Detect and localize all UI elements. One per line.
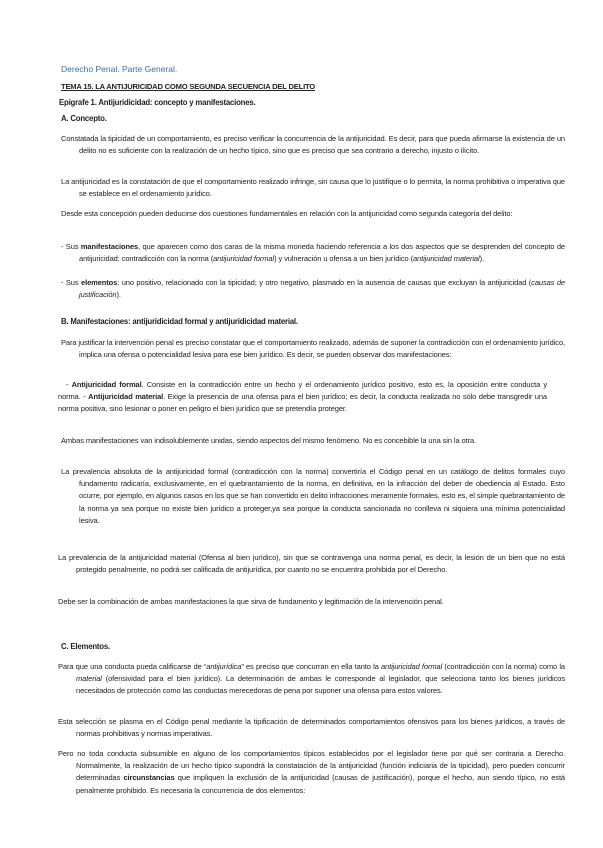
term-antijuricidad-formal-bold: Antijuricidad formal (71, 380, 142, 389)
paragraph-concepto-1: Constatada la tipicidad de un comportamiento, es preciso verificar la concurrencia de la antijuricidad. Es decir, para que pueda afirmarse la existencia de un delito no es suficiente con la realización de un hecho típico, sino que es preciso que sea contrario a derecho, injusto o ilícito. (61, 134, 565, 156)
term-antijuricidad-formal-italic: antijuricidad formal (380, 662, 443, 671)
list-text: ) y vulneración u ofensa a un bien jurídico ( (274, 254, 413, 264)
paragraph-elementos-1 (58, 661, 565, 698)
term-antijuricidad-material: antijuricidad material (412, 254, 480, 264)
paragraph-text: Para que una conducta pueda calificarse de “ (58, 662, 207, 671)
list-prefix: - Sus (61, 242, 81, 251)
paragraph-concepto-3: Desde esta concepción pueden deducirse dos cuestiones fundamentales en relación con la antijuricidad como segunda categoría del delito: (61, 209, 513, 218)
paragraph-manif-1: Para justificar la intervención penal es preciso constatar que el comportamiento realizado, además de suponer la contradicción con el ordenamiento jurídico, implica una ofensa o potencialidad lesiva para ese bien jurídico. Es decir, se pueden observar dos manifestaciones: (61, 338, 565, 360)
section-b-title: B. Manifestaciones: antijuridicidad formal y antijuridicidad material. (61, 317, 298, 326)
list-item-manifestaciones (61, 241, 565, 265)
term-manifestaciones: manifestaciones (80, 242, 139, 251)
section-c-title: C. Elementos. (61, 642, 110, 651)
list-text: : uno positivo, relacionado con la tipicidad; y otro negativo, plasmado en la ausencia de causas que excluyan la antijuricidad ( (117, 278, 532, 287)
term-antijuricidad-material-bold: Antijuricidad material (88, 392, 164, 402)
list-item-elementos (61, 277, 565, 301)
paragraph-manif-3: Ambas manifestaciones van indisolublemente unidas, siendo aspectos del mismo fenómeno. No es concebible la una sin la otra. (61, 436, 477, 445)
list-prefix: - Sus (61, 278, 82, 287)
subject-header: Derecho Penal. Parte General. (61, 64, 178, 74)
list-text: ). (479, 254, 484, 264)
paragraph-text: ” es preciso que concurran en ella tanto la (241, 662, 381, 671)
paragraph-text: Pero no toda conducta subsumible en alguno de los comportamientos típicos establecidos por el legislador tiene por qué ser contraria a Derecho. Normalmente, la realización de un hecho típico supondrá la constatación de la antijuricidad (función indiciaria de la tipicidad), pero pueden concurrir determinadas (58, 749, 565, 783)
term-material: material (76, 674, 102, 684)
paragraph-text: que impliquen la exclusión de la antijuricidad (causas de justificación), porque el hecho, aun siendo típico, no está penalmente prohibido. Es necesaria la concurrencia de dos elementos: (76, 773, 565, 795)
term-causas-justificacion: causas de justificación (79, 278, 565, 300)
paragraph-text: (ofensividad para el bien jurídico). La determinación de ambas le corresponde al legislador, que selecciona tanto los bienes jurídicos necesitados de protección como las conductas merecedoras de pena por suponer una ofensa para estos valores. (76, 674, 565, 696)
term-antijuridica: antijurídica (206, 662, 242, 671)
paragraph-manif-6: Debe ser la combinación de ambas manifestaciones la que sirva de fundamento y legitimación de la intervención penal. (58, 597, 444, 606)
paragraph-text: . Exige la presencia de una ofensa para el bien jurídico; es decir, la conducta realizada no sólo debe transgredir una norma positiva, sino lesionar o poner en peligro el bien jurídico que se pretendía proteger. (58, 392, 547, 414)
paragraph-concepto-2: La antijuricidad es la constatación de que el comportamiento realizado infringe, sin causa que lo justifique o lo permita, la norma prohibitiva o imperativa que se establece en el ordenamiento jurídico. (61, 177, 565, 199)
epigrafe-title: Epígrafe 1. Antijuridicidad: concepto y manifestaciones. (59, 98, 256, 107)
paragraph-elementos-3 (58, 748, 565, 797)
term-antijuricidad-formal: antijuricidad formal (213, 254, 275, 264)
tema-title: TEMA 15. LA ANTIJURICIDAD COMO SEGUNDA SECUENCIA DEL DELITO (61, 82, 315, 91)
term-elementos: elementos (81, 278, 118, 287)
list-prefix: - (66, 380, 72, 389)
list-text: , que aparecen como dos caras de la misma moneda haciendo referencia a los dos aspectos que se desprenden del concepto de antijuricidad: contradicción con la norma ( (79, 242, 565, 264)
paragraph-manif-4: La prevalencia absoluta de la antijuricidad formal (contradicción con la norma) convertiría el Código penal en un catálogo de delitos formales cuyo fundamento radicaría, exclusivamente, en el quebrantamiento de la norma, en definitiva, en la infracción del deber de obediencia al Estado. Esto ocurre, por ejemplo, en algunos casos en los que se han convertido en delito infracciones meramente formales, esto es, el simple quebrantamiento de la norma ya sea porque no existe bien jurídico a proteger,ya sea porque la conducta sancionada no conlleva ni siquiera una mínima potencialidad lesiva. (61, 467, 565, 525)
paragraph-manif-2 (58, 379, 547, 416)
paragraph-manif-5: La prevalencia de la antijuricidad material (Ofensa al bien jurídico), sin que se contravenga una norma penal, es decir, la lesión de un bien que no está protegido penalmente, no podrá ser calificada de antijurídica, por cuanto no se encuentra prohibida por el Derecho. (58, 553, 565, 575)
list-text: ). (116, 290, 121, 300)
section-a-title: A. Concepto. (61, 114, 107, 123)
term-circunstancias: circunstancias (123, 773, 175, 783)
paragraph-elementos-2: Esta selección se plasma en el Código penal mediante la tipificación de determinados comportamientos ofensivos para los bienes jurídicos, a través de normas prohibitivas y normas imperativas. (58, 717, 565, 739)
paragraph-text: (contradicción con la norma) como la (442, 662, 565, 671)
paragraph-text: . Consiste en la contradicción entre un hecho y el ordenamiento jurídico positivo, esto es, la oposición entre conducta y norma. - (58, 380, 547, 402)
